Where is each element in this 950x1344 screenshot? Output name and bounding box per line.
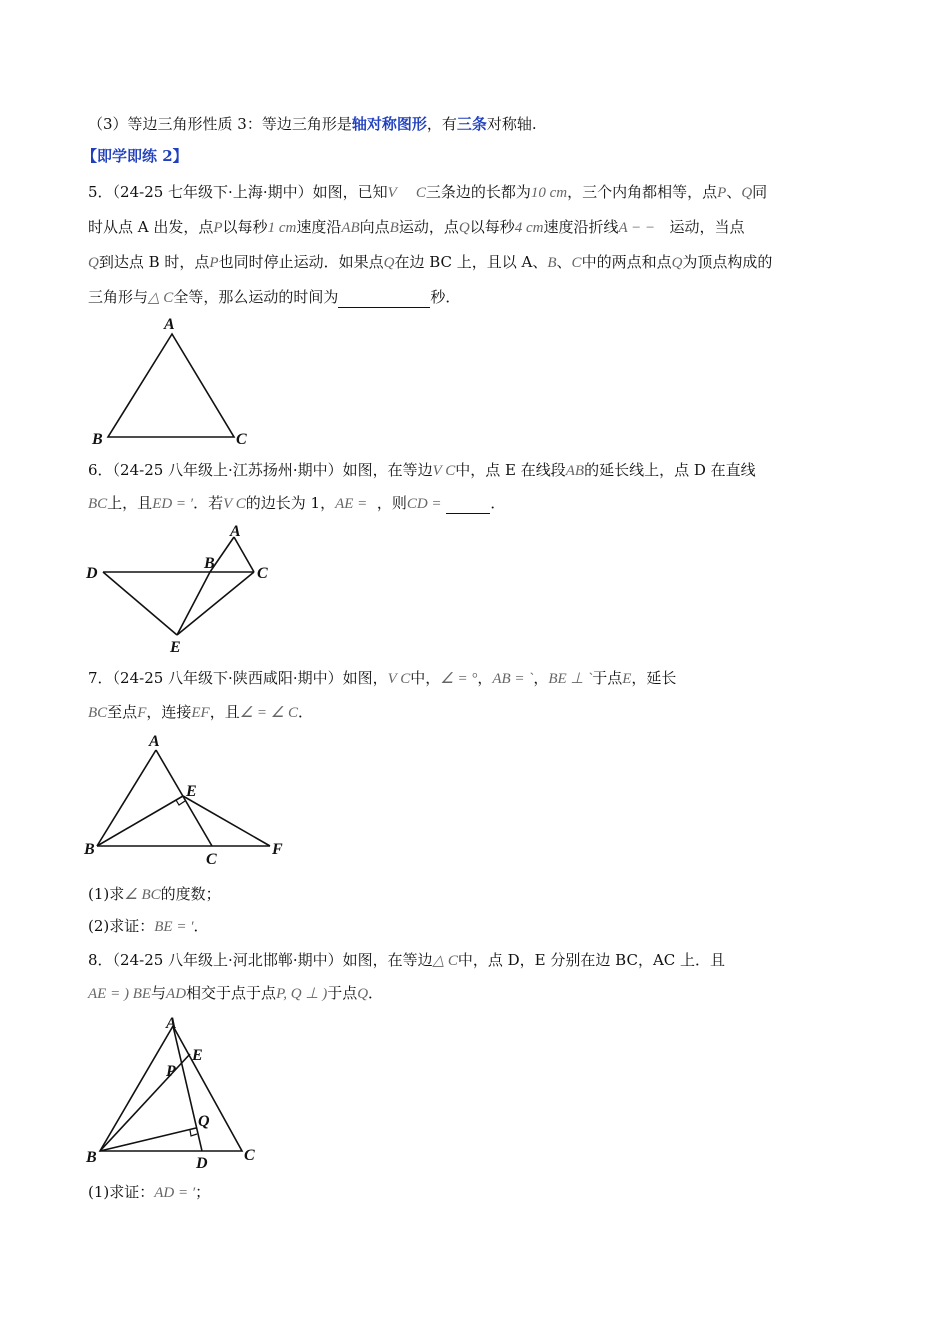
q6-label-d: D — [86, 565, 98, 582]
q7-line-ac — [156, 750, 212, 846]
q8-text: 中，点 D，E 分别在边 BC，AC 上．且 — [457, 951, 726, 969]
q5-line2 — [88, 217, 744, 238]
q8-text: 相交于点于点 — [186, 984, 277, 1002]
q7-angle: ∠ = ∠ C — [239, 705, 298, 721]
q7-label-a: A — [149, 733, 160, 750]
q6-line-be — [177, 572, 210, 635]
q5-var: Q — [741, 185, 753, 201]
q7-sub2 — [88, 916, 209, 937]
q5-line3 — [88, 252, 772, 273]
q5-text: 运动，当点 — [669, 218, 745, 236]
q5-text: 、 — [556, 253, 572, 271]
q6-text: 的延长线上，点 D 在直线 — [584, 461, 756, 479]
q8-text: ； — [195, 1183, 211, 1201]
q5-var: Q — [671, 255, 683, 271]
q5-text: 全等，那么运动的时间为 — [173, 288, 339, 306]
q8-triangle-abc — [100, 1026, 242, 1151]
q5-var: B — [389, 220, 399, 236]
q5-text: 也同时停止运动．如果点 — [218, 253, 384, 271]
q5-text: 以每秒 — [222, 218, 268, 236]
q8-var: Q — [357, 986, 369, 1002]
q7-text: 中， — [410, 669, 441, 687]
q6-text: 的边长为 1， — [245, 494, 336, 512]
property3-bold1: 轴对称图形 — [351, 115, 427, 133]
q7-line-be — [97, 796, 183, 846]
q7-line1 — [88, 668, 676, 689]
q7-var: F — [137, 705, 147, 721]
q5-line1 — [88, 182, 767, 203]
q5-var: P — [209, 255, 219, 271]
q7-text: ，延长 — [631, 669, 677, 687]
q5-text: 三条边的长都为 — [425, 183, 531, 201]
q7-text: (2)求证： — [88, 917, 155, 935]
q6-line1 — [88, 460, 756, 481]
q6-var: AB — [565, 463, 585, 479]
q8-label-c: C — [244, 1147, 255, 1164]
q6-text: ．若 — [193, 494, 224, 512]
q6-line-ce — [177, 572, 254, 635]
q7-label-b: B — [84, 841, 95, 858]
q7-text: 于点 — [592, 669, 623, 687]
q7-text: ，且 — [209, 703, 240, 721]
q5-symbol: C — [415, 185, 426, 201]
q5-text: 三角形与 — [88, 288, 149, 306]
q7-angle: ∠ = ° — [440, 671, 478, 687]
q8-line-be — [100, 1054, 190, 1151]
q5-var: P — [717, 185, 727, 201]
q5-text: 到达点 B 时，点 — [98, 253, 210, 271]
q5-var: B — [547, 255, 557, 271]
q5-var: Q — [88, 255, 99, 271]
q5-symbol: V — [387, 185, 397, 201]
q6-text: ，则 — [376, 494, 407, 512]
q7-sub1 — [88, 884, 221, 905]
q8-var: AD — [166, 986, 187, 1002]
q8-label-b: B — [86, 1149, 97, 1166]
q7-text: ， — [477, 669, 493, 687]
q6-symbol: V C — [432, 463, 456, 479]
q6-eq: AE = — [335, 496, 368, 512]
q6-answer-blank[interactable] — [446, 493, 490, 514]
q6-line2 — [88, 493, 505, 514]
q5-text: 为顶点构成的 — [682, 253, 773, 271]
q8-text: 8．（24-25 八年级上·河北邯郸·期中）如图，在等边 — [88, 951, 433, 969]
q8-label-q: Q — [198, 1113, 210, 1130]
q6-text: 中，点 E 在线段 — [455, 461, 566, 479]
q7-label-e: E — [186, 783, 197, 800]
q8-right-angle-mark — [190, 1130, 197, 1136]
q7-text: ． — [193, 917, 209, 935]
q5-var: P — [213, 220, 223, 236]
property3-prefix: （3）等边三角形性质 3：等边三角形是 — [88, 115, 352, 133]
q6-text: ． — [490, 494, 506, 512]
q7-text: (1)求 — [88, 885, 125, 903]
q6-eq: CD = — [406, 496, 442, 512]
q5-text: 5．（24-25 七年级下·上海·期中）如图，已知 — [88, 183, 388, 201]
q7-label-c: C — [206, 851, 217, 868]
q5-text: 中的两点和点 — [581, 253, 672, 271]
q8-sub1 — [88, 1182, 210, 1203]
q7-line-ef — [183, 796, 270, 846]
q6-label-e: E — [170, 639, 181, 656]
q8-eq: AD = ′ — [154, 1185, 196, 1201]
q5-triangle: △ C — [148, 290, 174, 306]
q6-symbol: V C — [223, 496, 246, 512]
q6-label-c: C — [257, 565, 268, 582]
q8-figure — [82, 1012, 282, 1172]
q8-label-p: P — [166, 1063, 176, 1080]
q8-text: (1)求证： — [88, 1183, 155, 1201]
q8-label-a: A — [166, 1015, 177, 1032]
property3-mid: ，有 — [426, 115, 457, 133]
q5-text: 运动，点 — [398, 218, 459, 236]
q7-line2 — [88, 702, 313, 723]
q5-triangle-shape — [108, 334, 234, 437]
q6-text: 6．（24-25 八年级上·江苏扬州·期中）如图，在等边 — [88, 461, 433, 479]
q7-angle: ∠ BC — [124, 887, 161, 903]
q5-answer-blank[interactable] — [338, 287, 430, 308]
property3-suffix: 对称轴. — [486, 115, 537, 133]
q8-label-e: E — [192, 1047, 203, 1064]
q8-label-d: D — [196, 1155, 208, 1172]
q7-text: ． — [298, 703, 314, 721]
q7-right-angle-mark — [176, 800, 185, 805]
q8-line1 — [88, 950, 725, 971]
q5-text: 秒． — [430, 288, 461, 306]
q7-eq: BE = ′ — [154, 919, 194, 935]
q5-path: A − − — [618, 220, 656, 236]
q7-text: ，连接 — [146, 703, 192, 721]
q5-var: C — [571, 255, 582, 271]
q8-text: ． — [368, 984, 384, 1002]
q5-text: 速度沿折线 — [543, 218, 619, 236]
q7-symbol: V C — [387, 671, 411, 687]
q7-line-ab — [97, 750, 156, 846]
q6-var: BC — [88, 496, 108, 512]
q7-var: BC — [88, 705, 108, 721]
q5-triangle-figure — [86, 312, 266, 452]
q6-text: 上，且 — [107, 494, 153, 512]
q5-text: 时从点 A 出发，点 — [88, 218, 214, 236]
q8-eq: AE = ) BE — [88, 986, 152, 1002]
q5-var: Q — [383, 255, 395, 271]
q6-label-b: B — [204, 555, 215, 572]
q6-line-de — [103, 572, 177, 635]
q7-text: 的度数； — [160, 885, 221, 903]
q5-length: 10 cm — [530, 185, 568, 201]
q6-figure — [84, 522, 284, 662]
q7-var: E — [622, 671, 632, 687]
q7-text: ， — [533, 669, 549, 687]
q5-label-a: A — [164, 316, 175, 333]
q7-figure — [82, 730, 302, 870]
q5-line4 — [88, 287, 460, 308]
q8-var: P, Q ⊥ ) — [276, 986, 328, 1002]
q7-eq: AB = ` — [492, 671, 534, 687]
q6-label-a: A — [230, 523, 241, 540]
q7-text: 至点 — [107, 703, 138, 721]
q5-text: 速度沿 — [296, 218, 342, 236]
q5-label-b: B — [92, 431, 103, 448]
q5-text: ，三个内角都相等，点 — [567, 183, 718, 201]
q8-text: 与 — [151, 984, 167, 1002]
property3-line — [88, 114, 537, 134]
q7-text: 7．（24-25 八年级下·陕西咸阳·期中）如图， — [88, 669, 388, 687]
q5-text: 向点 — [359, 218, 390, 236]
q5-var: AB — [341, 220, 360, 236]
q5-speed: 1 cm — [267, 220, 297, 236]
q8-symbol: △ C — [432, 953, 458, 969]
q5-text: 、 — [726, 183, 742, 201]
q5-text: 以每秒 — [469, 218, 515, 236]
section-heading: 【即学即练 2】 — [82, 147, 188, 165]
q8-line2 — [88, 983, 383, 1004]
q6-eq: ED = ′ — [152, 496, 194, 512]
q5-text: 在边 BC 上，且以 A、 — [394, 253, 548, 271]
q5-var: Q — [458, 220, 470, 236]
q8-line-bq — [100, 1128, 196, 1151]
q7-var: EF — [191, 705, 210, 721]
q6-line-ac — [234, 537, 254, 572]
q5-text: 同 — [752, 183, 768, 201]
q7-eq: BE ⊥ ` — [548, 671, 593, 687]
q7-label-f: F — [272, 841, 283, 858]
q8-text: 于点 — [327, 984, 358, 1002]
q5-label-c: C — [236, 431, 247, 448]
property3-bold2: 三条 — [456, 115, 487, 133]
q5-speed: 4 cm — [514, 220, 544, 236]
